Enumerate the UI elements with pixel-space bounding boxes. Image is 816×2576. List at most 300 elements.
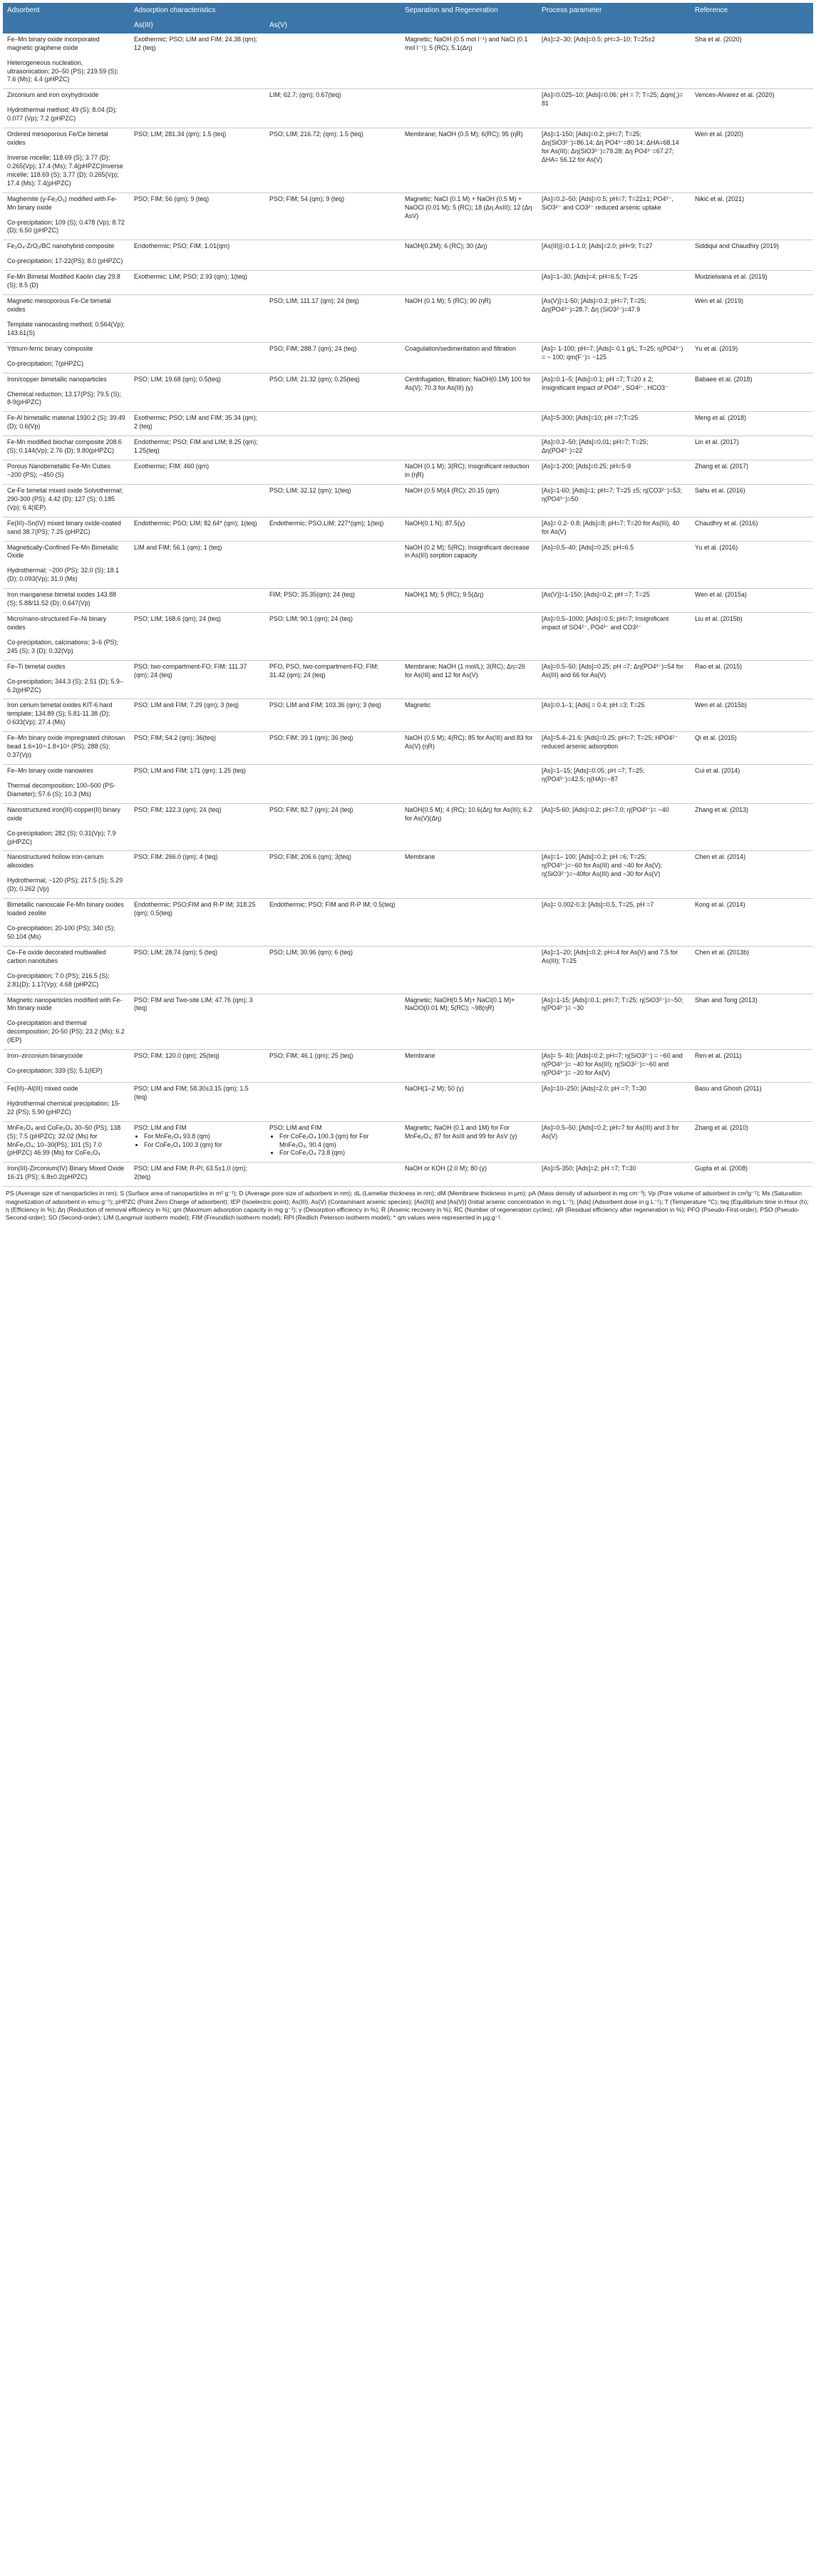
- cell-adsorbent: [3, 436, 130, 460]
- cell-as5: [265, 613, 401, 661]
- cell-as5: [265, 699, 401, 732]
- cell-separation: [401, 613, 537, 661]
- adsorbent-preparation: Thermal decomposition; 100–500 (PS-Diameter); 57.6 (S); 10.3 (Ms): [7, 781, 115, 798]
- adsorbent-name: Magnetically-Confined Fe-Mn Bimetallic Oxide: [7, 543, 119, 560]
- cell-process: [As]= 0.002-0.3; [Ads]=0.5, T=25, pH =7: [537, 899, 691, 947]
- cell-as5-text: Endothermic; PSO; FIM and R-P IM; 0.5(teq): [269, 901, 396, 909]
- adsorbent-name: Fe–Mn binary oxide impregnated chitosan bead 1.6×10⁴-1.8×10⁴ (PS); 288 (S); 0.37(Vp): [7, 734, 125, 759]
- adsorbent-preparation: Co-precipitation; 109 (S); 0.478 (Vp); 8.72 (D); 6.50 (pHPZC): [7, 218, 125, 235]
- cell-as3: [130, 851, 265, 899]
- cell-as3-text: PSO; LIM and FIM; 171 (qm); 1.25 (teq): [134, 767, 246, 775]
- cell-as5-text: PSO; LIM; 21.32 (qm); 0.25(teq): [269, 375, 360, 383]
- adsorbent-name: Fe(III)–Al(III) mixed oxide: [7, 1084, 78, 1092]
- cell-as5: [265, 946, 401, 994]
- cell-as3: [130, 660, 265, 699]
- cell-separation: Membrane; NaOH (0.5 M); 6(RC); 95 (ηR): [401, 128, 537, 193]
- cell-as3-text: PSO; LIM; 28.74 (qm); 5 (teq): [134, 948, 217, 956]
- cell-as3: [130, 1050, 265, 1083]
- cell-as5: [265, 589, 401, 613]
- cell-as5: [265, 373, 401, 412]
- adsorbent-name: Ce-Fe bimetal mixed oxide Solvothermal; 290-300 (PS); 4.42 (D); 127 (S); 0.185 (Vp); 6.4(IEP): [7, 486, 123, 511]
- adsorbent-name: Iron(III)-Zirconium(IV) Binary Mixed Oxide 16-21 (PS); 6.8±0.2(pHPZC): [7, 1165, 125, 1181]
- cell-adsorbent: [3, 851, 130, 899]
- cell-separation: Magnetic; NaOH (0.1 and 1M) for For MnFe₂O₄; 87 for AsIII and 99 for AsV (γ): [401, 1121, 537, 1163]
- cell-separation: NaOH(0.5 M); 4 (RC); 10.6(Δη) for As(III); 6.2 for As(V)(Δη): [401, 803, 537, 851]
- table-body: [3, 34, 813, 1187]
- cell-process: [As]=1-15; [Ads]=0.1; pH=7; T=25; η(SiO3²⁻)=~50; η(PO4³⁻)= ~30: [537, 994, 691, 1050]
- adsorbent-name: Maghemite (γ-Fe₂O₃) modified with Fe-Mn binary oxide: [7, 195, 118, 211]
- table-row: [3, 994, 813, 1050]
- table-row: [3, 699, 813, 732]
- cell-as5-text: PSO; LIM; 90.1 (qm); 24 (teq): [269, 615, 353, 623]
- cell-process: [As]=5-300; [Ads]=10; pH =7;T=25: [537, 412, 691, 436]
- cell-reference: Wen et al. (2020): [691, 128, 813, 193]
- cell-as3: [130, 128, 265, 193]
- cell-adsorbent: [3, 732, 130, 765]
- cell-as5: [265, 803, 401, 851]
- list-item: • For CoFe₂O₄ 100.3 (qm) for For MnFe₂O₄, 90.4 (qm): [279, 1133, 396, 1150]
- cell-as3: [130, 946, 265, 994]
- cell-as3-text: PSO; two-compartment-FO; FIM; 111.37 (qm); 24 (teq): [134, 662, 247, 679]
- table-row: [3, 128, 813, 193]
- adsorbent-preparation: Co-precipitation; 7(pHPZC): [7, 359, 84, 367]
- cell-process: [As]=0.1–1; [Ads] = 0.4; pH =3; T=25: [537, 699, 691, 732]
- table-row: [3, 1121, 813, 1163]
- cell-as3: [130, 89, 265, 128]
- cell-adsorbent: [3, 1050, 130, 1083]
- cell-as5: [265, 484, 401, 517]
- cell-as3: [130, 765, 265, 804]
- cell-as3-text: PSO; FIM and Two-site LIM; 47.76 (qm); 3 (teq): [134, 996, 253, 1012]
- table-row: [3, 412, 813, 436]
- cell-adsorbent: [3, 342, 130, 373]
- adsorbent-name: Iron–zirconium binaryoxide: [7, 1052, 83, 1060]
- adsorbent-preparation: Co-precipitation and thermal decomposition; 20-50 (PS); 23.2 (Ms); 6.2 (IEP): [7, 1019, 125, 1044]
- cell-as5: [265, 517, 401, 541]
- cell-as5: [265, 342, 401, 373]
- table-row: [3, 541, 813, 589]
- table-row: [3, 803, 813, 851]
- cell-process: [As]=10–250; [Ads]=2.0; pH =7; T=30: [537, 1082, 691, 1121]
- table-row: [3, 660, 813, 699]
- cell-process: [As]=5.4–21.6; [Ads]=0.25; pH=7; T=25; HPO4²⁻ reduced arsenic adsorption: [537, 732, 691, 765]
- cell-separation: [401, 89, 537, 128]
- cell-as3-text: PSO; FIM; 120.0 (qm); 25(teq): [134, 1052, 220, 1060]
- cell-process: [As(V)]=1-50; [Ads]=0.2; pH=7; T=25; Δη(PO4³⁻)=28.7; Δη (SiO3²⁻)=47.9: [537, 295, 691, 343]
- cell-adsorbent: [3, 240, 130, 271]
- adsorbent-name: Iron cerium bimetal oxides KIT-6 hard template; 134.89 (S); 5.81-11.38 (D); 0.633(Vp); 27.4 (Ms): [7, 701, 113, 726]
- table-row: [3, 1163, 813, 1187]
- cell-as3: [130, 484, 265, 517]
- cell-reference: Kong et al. (2014): [691, 899, 813, 947]
- header-reference: Reference: [691, 3, 813, 34]
- cell-separation: Magnetic: [401, 699, 537, 732]
- cell-adsorbent: [3, 295, 130, 343]
- cell-adsorbent: [3, 613, 130, 661]
- cell-as5-text: PSO; LIM and FIM; 103.36 (qm); 3 (teq): [269, 701, 381, 709]
- adsorbent-name: Fe–Mn binary oxide nanowires: [7, 767, 93, 775]
- cell-adsorbent: [3, 899, 130, 947]
- cell-as3-text: PSO; LIM and FIM; 7.29 (qm); 3 (teq): [134, 701, 239, 709]
- adsorbent-name: Fe-Al bimetallic material 1930.2 (S); 39.49 (D); 0.6(Vp): [7, 414, 125, 431]
- adsorbent-preparation: Template nanocasting method; 0.564(Vp); 143.61(S): [7, 320, 125, 336]
- cell-process: [As]=1–30; [Ads]=4; pH=6.5; T=25: [537, 271, 691, 295]
- cell-separation: NaOH (0.1 M); 5 (RC); 90 (ηR): [401, 295, 537, 343]
- cell-reference: Zhang et al. (2010): [691, 1121, 813, 1163]
- cell-separation: NaOH (0.2 M); 5(RC); Insignificant decrease in As(III) sorption capacity: [401, 541, 537, 589]
- adsorbent-name: Fe-Mn modified biochar composite 208.6 (S); 0.144(Vp); 2.76 (D); 9.80(pHPZC): [7, 438, 122, 455]
- cell-as5: [265, 541, 401, 589]
- table-row: [3, 851, 813, 899]
- cell-reference: Chen et al. (2013b): [691, 946, 813, 994]
- cell-process: [As]= 5- 40; [Ads]=0.2; pH=7; η(SiO3²⁻) = ~60 and η(PO4³⁻)= ~40 for As(III); η(SiO3²⁻)=~60 and η(PO4³⁻)= ~20 for As(V): [537, 1050, 691, 1083]
- cell-adsorbent: [3, 460, 130, 485]
- cell-separation: Membrane: [401, 1050, 537, 1083]
- list-item: • For MnFe₂O₄ 93.8 (qm): [144, 1133, 261, 1141]
- cell-adsorbent: [3, 994, 130, 1050]
- list-item: • For CoFe₂O₄ 100.3 (qm) for: [144, 1141, 261, 1150]
- cell-as3: [130, 589, 265, 613]
- adsorbent-preparation: Inverse micelle; 118.69 (S); 3.77 (D); 0.265(Vp); 17.4 (Ms); 7.4(pHPZC)Inverse micelle; 118.69 (S); 3.77 (D); 0.265(Vp); 17.4 (Ms); 7.4(pHPZC): [7, 154, 123, 187]
- table-row: [3, 192, 813, 240]
- cell-reference: Vences-Alvarez et al. (2020): [691, 89, 813, 128]
- cell-process: [As]= 0.2- 0.8; [Ads]=8; pH=7; T=20 for As(III), 40 for As(V): [537, 517, 691, 541]
- header-as5: As(V): [265, 18, 401, 33]
- cell-as5-text: PSO; FIM; 46.1 (qm); 25 (teq): [269, 1052, 353, 1060]
- cell-separation: Magnetic; NaOH (0.5 mol l⁻¹) and NaCl (0.1 mol l⁻¹); 5 (RC); 5.1(Δη): [401, 34, 537, 89]
- cell-separation: NaOH (0.5 M)(4 (RC); 20.15 (qm): [401, 484, 537, 517]
- cell-separation: Magnetic; NaCl (0.1 M) + NaOH (0.5 M) + NaOCl (0.01 M); 5 (RC); 18 (Δη AsIII); 12 (Δη AsV): [401, 192, 537, 240]
- adsorbent-name: Zirconium and iron oxyhydroxide: [7, 91, 99, 99]
- cell-adsorbent: [3, 373, 130, 412]
- adsorbent-preparation: Co-precipitation; 344.3 (S); 2.51 (D); 5.9–6.2(pHPZC): [7, 677, 123, 694]
- adsorbent-name: Ce–Fe oxide decorated multiwalled carbon nanotubes: [7, 948, 106, 964]
- cell-as5: [265, 732, 401, 765]
- adsorbent-name: Iron/copper bimetallic nanoparticles: [7, 375, 107, 383]
- cell-adsorbent: [3, 128, 130, 193]
- table-row: [3, 34, 813, 89]
- table-row: [3, 373, 813, 412]
- cell-as5: [265, 271, 401, 295]
- cell-as3: [130, 732, 265, 765]
- cell-reference: Shan and Tong (2013): [691, 994, 813, 1050]
- cell-as3: [130, 994, 265, 1050]
- cell-adsorbent: [3, 660, 130, 699]
- cell-process: [As]= 1-100; pH=7; [Ads]= 0.1 g/L; T=25; η(PO4³⁻) = ~ 100; qm(F⁻)= ~125: [537, 342, 691, 373]
- cell-adsorbent: [3, 34, 130, 89]
- cell-as5: [265, 851, 401, 899]
- cell-separation: [401, 436, 537, 460]
- header-as3: As(III): [130, 18, 265, 33]
- cell-as5: [265, 240, 401, 271]
- cell-as5-text: PFO, PSO, two-compartment-FO; FIM; 31.42 (qm); 24 (teq): [269, 662, 379, 679]
- header-separation: Separation and Regeneration: [401, 3, 537, 34]
- cell-process: [As]=5-350; [Ads]=2; pH =7; T=30: [537, 1163, 691, 1187]
- cell-as3: [130, 436, 265, 460]
- header-adsorption-characteristics: Adsorption characteristics: [130, 3, 401, 18]
- cell-separation: Magnetic; NaOH(0.5 M)+ NaCl(0.1 M)+ NaClO(0.01 M); 5(RC); ~98(ηR): [401, 994, 537, 1050]
- cell-process: [As]=0.5–50; [Ads]=0.25; pH =7; Δη(PO4³⁻)=54 for As(III) and 66 for As(V): [537, 660, 691, 699]
- cell-as5: [265, 412, 401, 436]
- cell-process: [As]=0.5–1000; [Ads]=0.5; pH=7; Insignificant impact of SO4²⁻, PO4³⁻ and CO3²⁻: [537, 613, 691, 661]
- cell-reference: Chaudhry et al. (2016): [691, 517, 813, 541]
- table-row: [3, 342, 813, 373]
- cell-reference: Ren et al. (2011): [691, 1050, 813, 1083]
- adsorbent-name: Porous Nanobimetallic Fe-Mn Cubes ~200 (PS); ~450 (S): [7, 463, 111, 478]
- cell-separation: [401, 765, 537, 804]
- cell-reference: Sahu et al. (2016): [691, 484, 813, 517]
- cell-as3: [130, 460, 265, 485]
- adsorbent-name: MnFe₂O₄ and CoFe₂O₄ 30–50 (PS); 138 (S); 7.5 (pHPZC); 32.02 (Ms) for MnFe₂O₄; 10–30(PS); 101 (S) 7.0 (pHPZC) 46.99 (Ms) for CoFe₂O₄: [7, 1123, 121, 1157]
- cell-as3-text: PSO; LIM and FIM: [134, 1123, 187, 1131]
- adsorbent-preparation: Co-precipitation; 7.0 (PS); 216.5 (S); 2.81(D); 1.17(Vp); 4.68 (pHPZC): [7, 972, 110, 988]
- adsorbent-preparation: Co-precipitation; 20-100 (PS); 340 (S); 50.104 (Ms): [7, 924, 115, 940]
- cell-adsorbent: [3, 589, 130, 613]
- cell-as3-text: PSO; LIM; 281.34 (qm); 1.5 (teq): [134, 130, 227, 138]
- header-adsorbent: Adsorbent: [3, 3, 130, 34]
- cell-adsorbent: [3, 1082, 130, 1121]
- cell-adsorbent: [3, 192, 130, 240]
- adsorbent-name: Micro/nano-structured Fe–Ni binary oxides: [7, 615, 107, 631]
- cell-separation: NaOH(0.2M); 6 (RC); 30 (Δη): [401, 240, 537, 271]
- adsorbent-name: Fe–Mn binary oxide incorporated magnetic graphene oxide: [7, 35, 100, 51]
- cell-process: [As]=1-200; [Ads]=0.25; pH=5-9: [537, 460, 691, 485]
- cell-as3-text: PSO; FIM; 122.3 (qm); 24 (teq): [134, 805, 222, 813]
- cell-reference: Meng et al. (2018): [691, 412, 813, 436]
- cell-as3: [130, 1082, 265, 1121]
- list-item: • For CoFe₂O₄ 73.8 (qm): [279, 1149, 396, 1158]
- cell-process: [As]=5-60; [Ads]=0.2; pH=7.0; η(PO4³⁻)= ~40: [537, 803, 691, 851]
- cell-reference: Rao et al. (2015): [691, 660, 813, 699]
- cell-as3: [130, 240, 265, 271]
- cell-as5: [265, 1121, 401, 1163]
- table-row: [3, 436, 813, 460]
- cell-as3: [130, 517, 265, 541]
- table-footnote: PS (Average size of nanoparticles in nm); S (Surface area of nanoparticles in m² g⁻¹); D (Average pore size of adsorbent in nm); dL (Lamellar thickness in nm); dM (Membrane thickness in μm); ρA (Mass density of adsorbent in mg cm⁻³); Vp (Pore volume of adsorbent in cm³g⁻¹); Ms (Saturation magnetization of adsorbent in emu g⁻¹); pHPZC (Point Zero Charge of adsorbent); IEP (Isoelectric point); As(III), As(V) (Contaminant arsenic species); [As(III)] and [As(V)] (Initial arsenic concentration in mg L⁻¹); [Ads] (Adsorbent dose in g L⁻¹); T (Temperature °C); teq (Equilibrium time in Hour (h); η (Efficiency in %); Δη (Reduction of removal efficiency in %); qm (Maximum adsorption capacity in mg g⁻¹); γ (Desorption efficiency in %); R (Arsenic recovery in %); RC (Number of regeneration cycles); ηR (Residual efficiency after regeneration in %); PFO (Pseudo-First-order); PSO (Pseudo-Second-order); SO (Second-order); LIM (Langmuir isotherm model); FIM (Freundlich isotherm model); RPI (Redlich Peterson isotherm model); * qm values were represented in μg.g⁻¹.: [6, 1190, 809, 1222]
- adsorbent-preparation: Chemical reduction; 13.17(PS); 79.5 (S); 8-9(pHPZC): [7, 390, 121, 406]
- cell-as5: [265, 1163, 401, 1187]
- cell-as3: [130, 412, 265, 436]
- table-row: [3, 240, 813, 271]
- cell-reference: Wen et al. (2019): [691, 295, 813, 343]
- cell-process: [As]=1–15; [Ads]=0.05; pH =7; T=25; η(PO4³⁻)=42.5; η(HA)=~87: [537, 765, 691, 804]
- cell-as5: [265, 1050, 401, 1083]
- table-row: [3, 1050, 813, 1083]
- table-row: [3, 946, 813, 994]
- cell-as5: [265, 128, 401, 193]
- table-row: [3, 271, 813, 295]
- cell-reference: Cui et al. (2014): [691, 765, 813, 804]
- cell-as5: [265, 994, 401, 1050]
- cell-process: [As(V)]=1-150; [Ads]=0.2; pH =7; T=25: [537, 589, 691, 613]
- cell-as5-text: FIM; PSO; 35.35(qm); 24 (teq): [269, 591, 355, 599]
- cell-as5-text: PSO; LIM; 30.96 (qm); 6 (teq): [269, 948, 353, 956]
- cell-reference: Gupta et al. (2008): [691, 1163, 813, 1187]
- cell-as3: [130, 34, 265, 89]
- cell-as5-text: PSO; FIM; 39.1 (qm); 36 (teq): [269, 734, 353, 742]
- table-row: [3, 589, 813, 613]
- cell-as3-text: Endothermic; PSO; LIM; 82.64* (qm); 1(teq): [134, 519, 257, 527]
- arsenic-adsorbent-table: [3, 3, 813, 1187]
- cell-as3-text: PSO; LIM; 168.6 (qm); 24 (teq): [134, 615, 221, 623]
- cell-as5-text: Endothermic; PSO,LIM; 227*(qm); 1(teq): [269, 519, 384, 527]
- cell-as5-list: [269, 1133, 396, 1158]
- adsorbent-name: Bimetallic nanoscale Fe-Mn binary oxides loaded zeolite: [7, 901, 124, 917]
- table-row: [3, 765, 813, 804]
- cell-as3: [130, 803, 265, 851]
- cell-adsorbent: [3, 1121, 130, 1163]
- adsorbent-name: Fe–Ti bimetal oxides: [7, 662, 66, 670]
- cell-adsorbent: [3, 541, 130, 589]
- adsorbent-name: Fe-Mn Bimetal Modified Kaolin clay 29.8 (S); 8.5 (D): [7, 273, 120, 289]
- adsorbent-preparation: Co-precipitation; 339 (S); 5.1(IEP): [7, 1067, 103, 1075]
- header-process-parameter: Process parameter: [537, 3, 691, 34]
- cell-as3-text: Exothermic; PSO; LIM and FIM; 35.34 (qm); 2 (teq): [134, 414, 258, 431]
- cell-as3-text: Exothermic; PSO; LIM and FIM; 24.38 (qm); 12 (teq): [134, 35, 258, 51]
- cell-process: [As]=1-60; [Ads]=1; pH=7; T=25 ±5; η(CO3²⁻)=53; η(PO4³⁻)=50: [537, 484, 691, 517]
- cell-reference: Babaee et al. (2018): [691, 373, 813, 412]
- cell-as3: [130, 271, 265, 295]
- cell-separation: Centrifugation, filtration; NaOH(0.1M) 100 for As(V); 70.3 for As(III) (γ): [401, 373, 537, 412]
- cell-as5-text: PSO; LIM; 216.72; (qm); 1.5 (teq): [269, 130, 363, 138]
- cell-process: [As]=1–20; [Ads]=0.2; pH=4 for As(V) and 7.5 for As(III); T=25: [537, 946, 691, 994]
- cell-process: [As]=0.2–50; [Ads]=0.5; pH=7; T=22±1; PO4³⁻, SiO3²⁻ and CO3²⁻ reduced arsenic uptake: [537, 192, 691, 240]
- cell-as3-text: Endothermic; PSO; FIM and LIM; 8.25 (qm); 1.25(teq): [134, 438, 258, 455]
- cell-reference: Mudzielwana et al. (2019): [691, 271, 813, 295]
- adsorbent-preparation: Hydrothermal chemical precipitation; 15-22 (PS); 5.90 (pHPZC): [7, 1099, 120, 1116]
- adsorbent-name: Yttrium-ferric binary composite: [7, 344, 93, 352]
- cell-as3: [130, 899, 265, 947]
- adsorbent-name: Nanostructured hollow iron-cerium alkoxides: [7, 853, 104, 870]
- cell-separation: NaOH(0.1 N); 87.5(γ): [401, 517, 537, 541]
- cell-reference: Lin et al. (2017): [691, 436, 813, 460]
- cell-adsorbent: [3, 89, 130, 128]
- cell-as5-text: PSO; FIM; 54 (qm); 9 (teq): [269, 195, 345, 202]
- cell-adsorbent: [3, 484, 130, 517]
- cell-process: [As]=0.1–5; [Ads]=0.1; pH =7; T=20 ± 2; Insignificant impact of PO4³⁻, SO4²⁻, HCO3⁻: [537, 373, 691, 412]
- cell-as5: [265, 436, 401, 460]
- cell-separation: [401, 946, 537, 994]
- cell-separation: Membrane; NaOH (1 mol/L); 3(RC); Δη=26 for As(III) and 12 for As(V): [401, 660, 537, 699]
- cell-process: [As(III)]=0.1-1.0; [Ads]=2.0; pH<9; T=27: [537, 240, 691, 271]
- adsorbent-name: Nanostructured iron(III)-copper(II) binary oxide: [7, 805, 120, 822]
- cell-as5: [265, 899, 401, 947]
- cell-as3-text: PSO; FIM; 56 (qm); 9 (teq): [134, 195, 210, 202]
- cell-adsorbent: [3, 1163, 130, 1187]
- cell-reference: Zhang et al. (2017): [691, 460, 813, 485]
- cell-as5-text: PSO; FIM; 206.6 (qm); 3(teq): [269, 853, 351, 861]
- cell-process: [As]=0.025–10; [Ads]=0.06; pH = 7; T=25; Δqm(,)= 81: [537, 89, 691, 128]
- cell-process: [As]=2–30; [Ads]=0.5; pH=3–10; T=25±2: [537, 34, 691, 89]
- adsorbent-preparation: Hydrothermal; ~120 (PS); 217.5 (S); 5.29 (D); 0.262 (Vp): [7, 877, 123, 893]
- cell-reference: Wen et al. (2015b): [691, 699, 813, 732]
- cell-as3: [130, 541, 265, 589]
- cell-as5: [265, 460, 401, 485]
- cell-as3: [130, 295, 265, 343]
- cell-process: [As]=0.5–50; [Ads]=0.2; pH=7 for As(III) and 3 for As(V): [537, 1121, 691, 1163]
- cell-adsorbent: [3, 803, 130, 851]
- cell-as3-text: Endothermic; PSO; FIM; 1.01(qm): [134, 242, 230, 250]
- table-row: [3, 460, 813, 485]
- adsorbent-preparation: Co-precipitation; 17-22(PS); 8.0 (pHPZC): [7, 257, 123, 265]
- cell-separation: NaOH (0.5 M); 4(RC); 85 for As(III) and 83 for As(V) (ηR): [401, 732, 537, 765]
- cell-as3-list: [134, 1133, 261, 1150]
- cell-process: [As]=1– 100; [Ads]=0.2; pH =6; T=25; η(PO4³⁻)=~60 for As(III) and ~40 for As(V); η(SiO3²⁻)=~40for As(III) and ~30 for As(V): [537, 851, 691, 899]
- cell-process: [As]=0.2–50; [Ads]=0.01; pH=7; T=25; Δη(PO4³⁻)=22: [537, 436, 691, 460]
- cell-separation: Membrane: [401, 851, 537, 899]
- cell-as3-text: PSO; FIM; 54.2 (qm); 36(teq): [134, 734, 216, 742]
- cell-reference: Siddiqui and Chaudhry (2019): [691, 240, 813, 271]
- cell-as5-text: PSO; FIM; 288.7 (qm); 24 (teq): [269, 344, 357, 352]
- cell-as5: [265, 192, 401, 240]
- cell-separation: [401, 271, 537, 295]
- table-row: [3, 295, 813, 343]
- cell-adsorbent: [3, 699, 130, 732]
- adsorbent-name: Fe₃O₄-ZrO₂/BC nanohybrid composite: [7, 242, 115, 250]
- cell-as3: [130, 1163, 265, 1187]
- table-row: [3, 89, 813, 128]
- cell-as5: [265, 34, 401, 89]
- cell-reference: Wen et al. (2015a): [691, 589, 813, 613]
- cell-as3-text: Exothermic; LIM; PSO; 2.93 (qm); 1(teq): [134, 273, 247, 281]
- adsorbent-preparation: Co-precipitation, calcinations; 3–6 (PS); 245 (S); 3 (D); 0.32(Vp): [7, 638, 118, 654]
- cell-as5: [265, 765, 401, 804]
- cell-as5-text: PSO; FIM; 82.7 (qm); 24 (teq): [269, 805, 353, 813]
- table-row: [3, 1082, 813, 1121]
- cell-as5-text: PSO; LIM; 111.17 (qm); 24 (teq): [269, 297, 359, 305]
- cell-adsorbent: [3, 765, 130, 804]
- cell-reference: Yu et al. (2019): [691, 342, 813, 373]
- adsorbent-preparation: Co-precipitation; 282 (S); 0.31(Vp); 7.9 (pHPZC): [7, 829, 116, 845]
- adsorbent-name: Magnetic nanoparticles modified with Fe-Mn binary oxide: [7, 996, 123, 1012]
- cell-reference: Basu and Ghosh (2011): [691, 1082, 813, 1121]
- cell-reference: Qi et al. (2015): [691, 732, 813, 765]
- cell-as5: [265, 89, 401, 128]
- cell-separation: NaOH (0.1 M); 3(RC); Insignificant reduction in (ηR): [401, 460, 537, 485]
- cell-as5-text: PSO; LIM and FIM: [269, 1123, 322, 1131]
- cell-as3: [130, 613, 265, 661]
- adsorbent-name: Ordered mesoporous Fe/Ce bimetal oxides: [7, 130, 108, 147]
- cell-as3: [130, 192, 265, 240]
- adsorbent-preparation: Hydrothermal; ~200 (PS); 32.0 (S); 18.1 (D); 0.093(Vp); 31.0 (Ms): [7, 567, 120, 583]
- cell-as3: [130, 342, 265, 373]
- cell-separation: [401, 899, 537, 947]
- cell-reference: Liu et al. (2015b): [691, 613, 813, 661]
- cell-as3-text: PSO; LIM and FIM; R-PI; 63.5±1.0 (qm); 2(teq): [134, 1165, 247, 1181]
- table-row: [3, 484, 813, 517]
- table-row: [3, 732, 813, 765]
- cell-reference: Chen et al. (2014): [691, 851, 813, 899]
- cell-as3: [130, 1121, 265, 1163]
- cell-reference: Sha et al. (2020): [691, 34, 813, 89]
- cell-reference: Zhang et al. (2013): [691, 803, 813, 851]
- adsorbent-preparation: Heterogeneous nucleation, ultrasonication; 20–50 (PS); 219.59 (S); 7.6 (Ms); 4.4 (pHPZC): [7, 58, 118, 83]
- cell-separation: Coagulation/sedimentation and filtration: [401, 342, 537, 373]
- cell-as3-text: LIM and FIM; 56.1 (qm); 1 (teq): [134, 543, 222, 551]
- adsorbent-name: Fe(III)–Sn(IV) mixed binary oxide-coated sand 38.7(PS); 7.25 (pHPZC): [7, 519, 121, 535]
- cell-adsorbent: [3, 517, 130, 541]
- cell-reference: Yu et al. (2016): [691, 541, 813, 589]
- cell-separation: NaOH(1–2 M); 50 (γ): [401, 1082, 537, 1121]
- adsorbent-name: Magnetic mesoporous Fe-Ce bimetal oxides: [7, 297, 111, 313]
- cell-as3-text: PSO; LIM and FIM; 58.30±3.15 (qm); 1.5 (teq): [134, 1084, 249, 1101]
- cell-as3-text: Exothermic; FIM; 460 (qm): [134, 463, 210, 470]
- table-row: [3, 613, 813, 661]
- cell-separation: NaOH(1 M); 5 (RC); 9.5(Δη): [401, 589, 537, 613]
- cell-as5: [265, 295, 401, 343]
- cell-as3-text: Endothermic; PSO;FIM and R-P IM; 318.25 (qm); 0.5(teq): [134, 901, 256, 917]
- cell-as3-text: PSO; FIM; 266.0 (qm); 4 (teq): [134, 853, 218, 861]
